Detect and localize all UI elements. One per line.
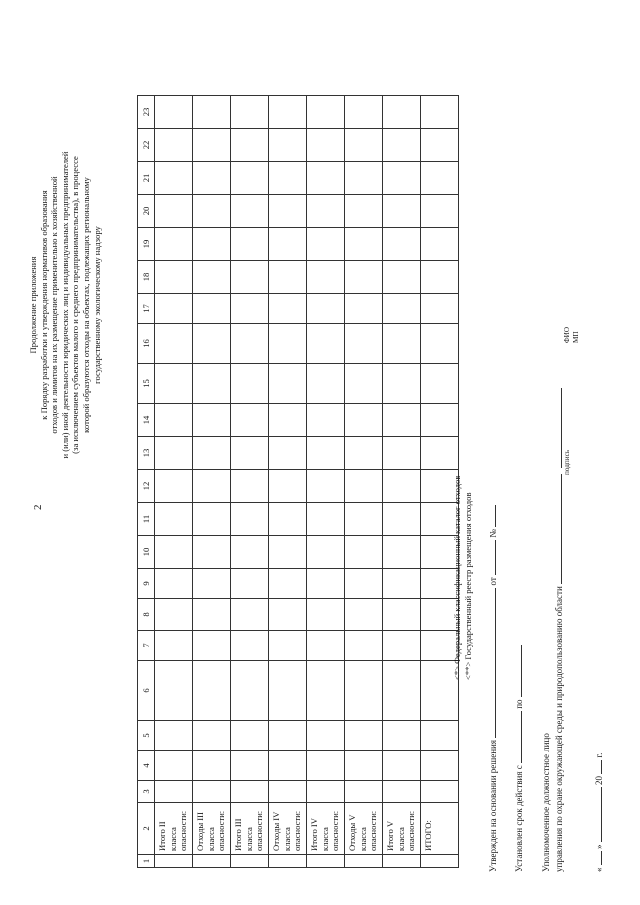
table-cell: [421, 404, 459, 437]
table-cell: [383, 162, 421, 195]
table-cell: [383, 294, 421, 324]
table-row: [231, 96, 269, 868]
table-cell: [307, 162, 345, 195]
table-cell: [193, 599, 231, 631]
table-cell: [307, 294, 345, 324]
table-cell: [155, 437, 193, 470]
table-cell: [269, 437, 307, 470]
table-cell: [421, 228, 459, 261]
table-cell: [231, 661, 269, 721]
table-cell: [421, 437, 459, 470]
table-cell: [383, 855, 421, 868]
table-cell: [421, 129, 459, 162]
table-cell: [269, 96, 307, 129]
table-cell: [345, 599, 383, 631]
table-cell: [307, 129, 345, 162]
table-cell: [231, 195, 269, 228]
table-cell: [307, 781, 345, 803]
table-cell: [307, 324, 345, 364]
table-cell: [383, 437, 421, 470]
table-cell: [345, 631, 383, 661]
table-cell: [193, 569, 231, 599]
table-cell: [383, 404, 421, 437]
header-cell: 6: [138, 661, 155, 721]
table-cell: [193, 661, 231, 721]
validity-label: Установлен срок действия с: [514, 765, 524, 872]
table-cell: [345, 437, 383, 470]
table-cell: [383, 751, 421, 781]
table-cell: [155, 162, 193, 195]
header-cell: 17: [138, 294, 155, 324]
table-cell: [269, 721, 307, 751]
table-cell: [383, 599, 421, 631]
table-cell: [421, 195, 459, 228]
table-cell: [345, 261, 383, 294]
header-cell: 20: [138, 195, 155, 228]
table-cell: [421, 324, 459, 364]
table-cell: [421, 261, 459, 294]
row-label: Итого III класса опасности:: [231, 803, 269, 855]
table-cell: [193, 721, 231, 751]
header-cell: 8: [138, 599, 155, 631]
table-cell: [193, 437, 231, 470]
table-cell: [383, 503, 421, 536]
table-row: [383, 96, 421, 868]
table-header-row: [138, 96, 155, 868]
table-cell: [269, 195, 307, 228]
footnote-fkko: <*> Федеральный классификационный каталог отходов: [452, 475, 462, 680]
table-cell: [307, 261, 345, 294]
row-label: Итого IV класса опасности:: [307, 803, 345, 855]
table-cell: [307, 569, 345, 599]
validity-to-label: по: [514, 699, 524, 709]
header-cell: 3: [138, 781, 155, 803]
table-cell: [231, 364, 269, 404]
table-cell: [155, 470, 193, 503]
table-cell: [421, 294, 459, 324]
official-org-label: управления по охране окружающей среды и природопользованию области: [554, 586, 564, 872]
table-cell: [269, 261, 307, 294]
table-cell: [269, 324, 307, 364]
table-row: [307, 96, 345, 868]
appendix-line: (за исключением субъектов малого и среднего предпринимательства), в процессе: [70, 156, 81, 454]
decision-number-field[interactable]: [486, 505, 496, 527]
table-cell: [307, 751, 345, 781]
table-cell: [155, 631, 193, 661]
table-cell: [155, 721, 193, 751]
table-cell: [193, 96, 231, 129]
table-cell: [231, 781, 269, 803]
table-cell: [155, 781, 193, 803]
header-cell: 5: [138, 721, 155, 751]
row-label: Отходы V класса опасности:: [345, 803, 383, 855]
table-cell: [231, 631, 269, 661]
header-cell: 11: [138, 503, 155, 536]
table-cell: [155, 195, 193, 228]
table-cell: [383, 129, 421, 162]
table-cell: [193, 781, 231, 803]
table-cell: [155, 261, 193, 294]
table-cell: [345, 569, 383, 599]
appendix-line: отходов и лимитов на их размещение применительно к хозяйственной: [49, 176, 60, 434]
row-label: ИТОГО:: [421, 803, 459, 855]
signature-field[interactable]: [552, 474, 562, 584]
approved-from-label: от: [488, 577, 498, 586]
table-cell: [231, 536, 269, 569]
table-cell: [231, 404, 269, 437]
official-line-1: Уполномоченное должностное лицо: [541, 733, 551, 872]
appendix-line: государственному экологическому надзору: [91, 226, 102, 384]
table-cell: [155, 503, 193, 536]
footnotes: [452, 476, 474, 680]
appendix-line: и (или) иной деятельности юридических лиц и индивидуальных предпринимателей: [59, 151, 70, 459]
row-label: Итого II класса опасности:: [155, 803, 193, 855]
header-cell: 15: [138, 364, 155, 404]
header-cell: 2: [138, 803, 155, 855]
header-cell: 9: [138, 569, 155, 599]
table-cell: [307, 470, 345, 503]
table-cell: [193, 228, 231, 261]
table-cell: [345, 129, 383, 162]
table-cell: [345, 228, 383, 261]
table-cell: [307, 228, 345, 261]
date-open-quote: «: [594, 867, 604, 872]
table-cell: [269, 364, 307, 404]
approved-line: [486, 505, 498, 872]
header-cell: 14: [138, 404, 155, 437]
row-label: Отходы IV класса опасности:: [269, 803, 307, 855]
table-cell: [155, 404, 193, 437]
table-cell: [231, 129, 269, 162]
table-cell: [383, 228, 421, 261]
table-cell: [269, 129, 307, 162]
table-cell: [383, 536, 421, 569]
table-cell: [269, 503, 307, 536]
row-label: Отходы III класса опасности:: [193, 803, 231, 855]
table-cell: [231, 162, 269, 195]
table-cell: [345, 294, 383, 324]
header-cell: 1: [138, 855, 155, 868]
decision-field[interactable]: [486, 588, 496, 738]
table-cell: [193, 195, 231, 228]
date-century: 20: [594, 776, 604, 785]
waste-limits-table: [137, 95, 459, 868]
table-cell: [155, 228, 193, 261]
header-cell: 18: [138, 261, 155, 294]
table-cell: [193, 261, 231, 294]
table-cell: [383, 364, 421, 404]
table-cell: [383, 261, 421, 294]
table-cell: [231, 294, 269, 324]
table-cell: [269, 294, 307, 324]
table-cell: [345, 721, 383, 751]
appendix-caption: [28, 45, 102, 565]
table-cell: [269, 661, 307, 721]
table-cell: [193, 536, 231, 569]
date-close-quote: »: [594, 844, 604, 849]
header-cell: 16: [138, 324, 155, 364]
table-cell: [193, 129, 231, 162]
validity-to-field[interactable]: [512, 645, 522, 697]
row-label: Итого V класса опасности:: [383, 803, 421, 855]
header-cell: 13: [138, 437, 155, 470]
appendix-line: которой образуются отходы на объектах, подлежащих региональному: [80, 177, 91, 433]
table-cell: [231, 470, 269, 503]
table-cell: [155, 855, 193, 868]
table-cell: [269, 536, 307, 569]
signature-caption: подпись: [563, 449, 571, 475]
table-cell: [269, 599, 307, 631]
header-cell: 21: [138, 162, 155, 195]
table-cell: [155, 661, 193, 721]
table-row: [193, 96, 231, 868]
table-cell: [155, 294, 193, 324]
date-line: [592, 753, 604, 872]
table-cell: [193, 294, 231, 324]
table-cell: [231, 855, 269, 868]
table-cell: [345, 195, 383, 228]
page-number: 2: [32, 504, 44, 510]
table-cell: [383, 324, 421, 364]
table-row: [269, 96, 307, 868]
table-cell: [231, 437, 269, 470]
table-cell: [383, 721, 421, 751]
table-cell: [345, 536, 383, 569]
table-row: [345, 96, 383, 868]
table-cell: [193, 855, 231, 868]
table-cell: [231, 324, 269, 364]
table-cell: [345, 470, 383, 503]
date-year-suffix: г.: [594, 752, 604, 758]
table-cell: [193, 751, 231, 781]
table-cell: [383, 470, 421, 503]
table-cell: [269, 228, 307, 261]
table-cell: [155, 324, 193, 364]
day-field[interactable]: [592, 851, 602, 865]
table-cell: [383, 631, 421, 661]
table-cell: [345, 781, 383, 803]
table-cell: [193, 404, 231, 437]
header-cell: 10: [138, 536, 155, 569]
table-cell: [193, 364, 231, 404]
table-cell: [345, 364, 383, 404]
table-cell: [231, 261, 269, 294]
table-cell: [155, 599, 193, 631]
table-cell: [383, 96, 421, 129]
validity-from-field[interactable]: [512, 711, 522, 763]
table-cell: [193, 631, 231, 661]
header-cell: 19: [138, 228, 155, 261]
header-cell: 12: [138, 470, 155, 503]
header-cell: 23: [138, 96, 155, 129]
table-cell: [421, 96, 459, 129]
table-cell: [269, 470, 307, 503]
table-cell: [307, 721, 345, 751]
table-cell: [155, 751, 193, 781]
table-cell: [345, 855, 383, 868]
table-cell: [383, 569, 421, 599]
table-cell: [307, 599, 345, 631]
validity-line: [512, 645, 524, 872]
table-cell: [269, 855, 307, 868]
table-cell: [193, 162, 231, 195]
table-cell: [231, 599, 269, 631]
table-cell: [345, 503, 383, 536]
table-cell: [307, 437, 345, 470]
approved-label: Утвержден на основании решения: [488, 740, 498, 872]
fullname-caption: ФИО: [563, 326, 571, 343]
table-cell: [307, 195, 345, 228]
table-cell: [421, 855, 459, 868]
table-cell: [345, 96, 383, 129]
appendix-line: Продолжение приложения: [28, 256, 38, 354]
table-cell: [155, 364, 193, 404]
table-cell: [231, 721, 269, 751]
table-cell: [155, 96, 193, 129]
table-cell: [383, 661, 421, 721]
table-cell: [421, 751, 459, 781]
fullname-field[interactable]: [552, 388, 562, 468]
appendix-line: к Порядку разработки и утверждения нормативов образования: [38, 190, 49, 420]
approved-number-label: №: [488, 529, 498, 538]
table-cell: [307, 631, 345, 661]
year-field[interactable]: [592, 760, 602, 774]
table-cell: [307, 404, 345, 437]
table-cell: [269, 751, 307, 781]
table-cell: [269, 404, 307, 437]
table-cell: [383, 195, 421, 228]
table-cell: [193, 470, 231, 503]
table-cell: [269, 781, 307, 803]
table-cell: [155, 569, 193, 599]
footnote-gros: <**> Государственный реестр размещения отходов: [463, 492, 473, 680]
table-cell: [269, 162, 307, 195]
table-cell: [193, 324, 231, 364]
table-cell: [269, 569, 307, 599]
table-cell: [307, 364, 345, 404]
table-cell: [421, 162, 459, 195]
table-cell: [231, 96, 269, 129]
table-cell: [231, 228, 269, 261]
header-cell: 7: [138, 631, 155, 661]
table-cell: [193, 503, 231, 536]
month-field[interactable]: [592, 787, 602, 842]
table-row: [155, 96, 193, 868]
table-cell: [155, 536, 193, 569]
table-cell: [307, 503, 345, 536]
table-cell: [269, 631, 307, 661]
stamp-caption: МП: [572, 331, 580, 343]
table-cell: [231, 751, 269, 781]
table-cell: [231, 569, 269, 599]
table-cell: [307, 661, 345, 721]
table-cell: [345, 661, 383, 721]
table-cell: [421, 781, 459, 803]
table-cell: [307, 96, 345, 129]
table-cell: [421, 721, 459, 751]
table-cell: [345, 162, 383, 195]
table-cell: [231, 503, 269, 536]
table-cell: [307, 536, 345, 569]
table-cell: [307, 855, 345, 868]
header-cell: 22: [138, 129, 155, 162]
table-cell: [345, 404, 383, 437]
table-cell: [345, 751, 383, 781]
header-cell: 4: [138, 751, 155, 781]
decision-date-field[interactable]: [486, 540, 496, 575]
table-cell: [155, 129, 193, 162]
table-cell: [345, 324, 383, 364]
table-cell: [421, 364, 459, 404]
table-cell: [383, 781, 421, 803]
